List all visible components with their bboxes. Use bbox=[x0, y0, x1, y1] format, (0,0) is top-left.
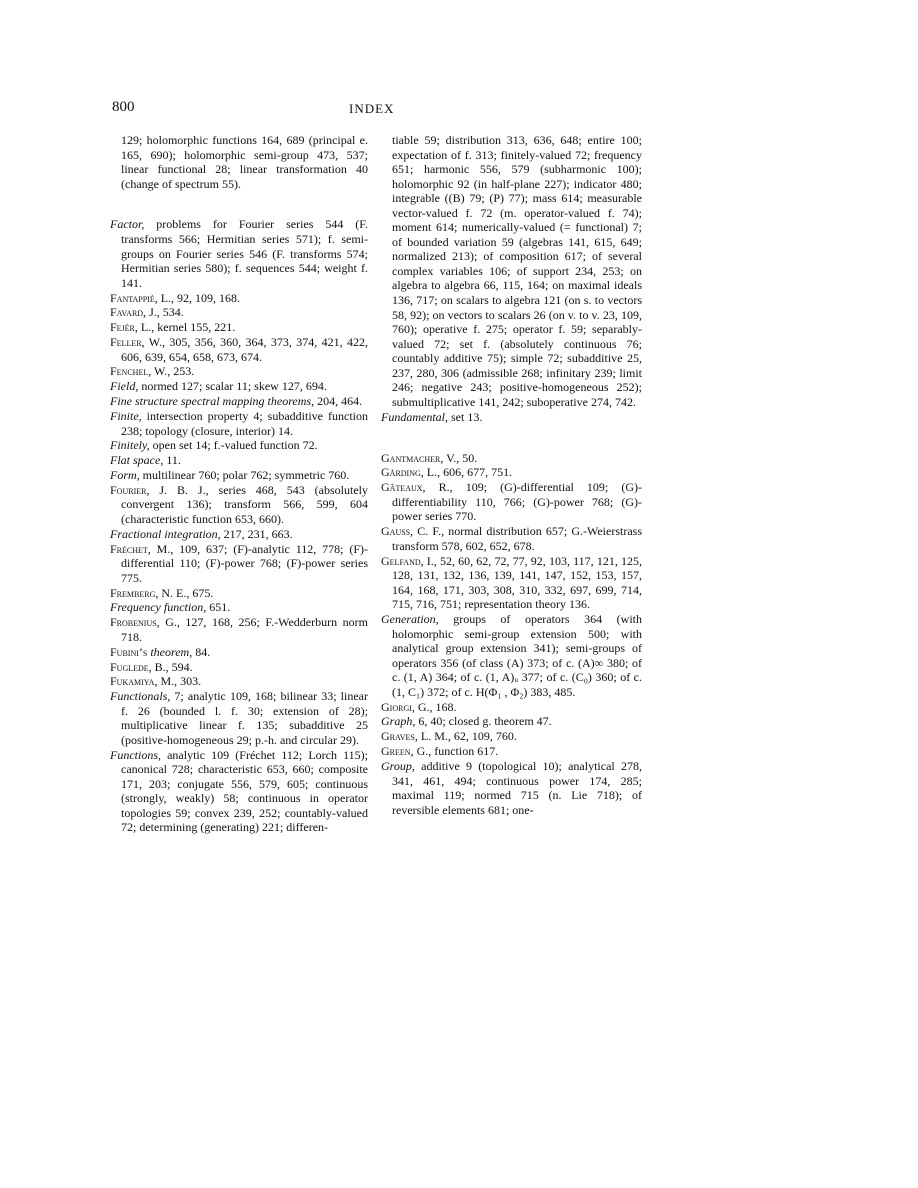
index-entry bbox=[110, 305, 368, 320]
entry-text: open set 14; f.-valued function 72. bbox=[149, 438, 318, 453]
entry-head-name: Fuglede, bbox=[110, 659, 152, 674]
entry-text: G., 168. bbox=[414, 699, 457, 714]
entry-text: G., function 617. bbox=[413, 744, 499, 759]
index-entry bbox=[381, 480, 642, 524]
index-entry bbox=[110, 600, 368, 615]
entry-text: 217, 231, 663. bbox=[220, 526, 293, 541]
entry-head-term: Fundamental, bbox=[381, 409, 448, 424]
entry-text: I., 52, 60, 62, 72, 77, 92, 103, 117, 121, 125, 128, 131, 132, 136, 139, 141, 147, 152, 153, 157, 164, 168, 171, 303, 308, 310, 332, 697, 699, 714, 715, 716, 751; representation theory 136. bbox=[392, 553, 642, 612]
entry-text: R., 109; (G)-differential 109; (G)-differentiability 110, 766; (G)-power 768; (G)-power series 770. bbox=[392, 480, 642, 524]
entry-text: normed 127; scalar 11; skew 127, 694. bbox=[138, 379, 327, 394]
index-entry bbox=[381, 744, 642, 759]
entry-head-name: Fejér, bbox=[110, 320, 138, 335]
index-entry bbox=[381, 133, 642, 409]
entry-text: additive 9 (topological 10); analytical 278, 341, 461, 494; continuous power 174, 285; maximal 119; normed 715 (n. Lie 718); of reversible elements 681; one- bbox=[392, 758, 642, 817]
entry-head-name: Fubini’s bbox=[110, 644, 148, 659]
entry-gap bbox=[110, 191, 368, 217]
entry-head-name: Fremberg, bbox=[110, 585, 159, 600]
entry-text: 11. bbox=[163, 453, 181, 468]
entry-head-name: Graves, bbox=[381, 729, 418, 744]
index-entry bbox=[110, 468, 368, 483]
entry-head-term: Finitely, bbox=[110, 438, 150, 453]
index-entry bbox=[381, 524, 642, 553]
entry-text: M., 303. bbox=[157, 674, 202, 689]
index-entry bbox=[381, 700, 642, 715]
entry-head-term: Finite, bbox=[110, 408, 142, 423]
index-entry bbox=[110, 586, 368, 601]
entry-head-name: Gårding, bbox=[381, 465, 424, 480]
entry-head-name: Gelfand, bbox=[381, 553, 424, 568]
index-entry bbox=[110, 527, 368, 542]
index-entry bbox=[110, 453, 368, 468]
entry-text: 6, 40; closed g. theorem 47. bbox=[415, 714, 552, 729]
entry-text: set 13. bbox=[448, 409, 483, 424]
index-entry bbox=[110, 379, 368, 394]
entry-text: problems for Fourier series 544 (F. transforms 566; Hermitian series 571); f. semi-groups on Fourier series 546 (F. transforms 574; Hermitian series 580); f. sequences 544; weight f. 141. bbox=[121, 217, 368, 290]
entry-head-name: Fantappiè, bbox=[110, 290, 158, 305]
entry-head-name: Gantmacher, bbox=[381, 450, 444, 465]
index-entry bbox=[381, 451, 642, 466]
entry-head-name: Giorgi, bbox=[381, 699, 415, 714]
entry-text: analytic 109 (Fréchet 112; Lorch 115); canonical 728; characteristic 653, 660; composite 171, 203; conjugate 556, 579, 605; continuous (strongly, weakly) 58; continuous in operator topologies 59; convex 239, 252; countably-valued 72; determining (generating) 221; differen- bbox=[121, 747, 368, 835]
index-entry bbox=[110, 615, 368, 644]
entry-head-name: Fenchel, bbox=[110, 364, 152, 379]
running-head: INDEX bbox=[349, 101, 395, 116]
entry-text: L. M., 62, 109, 760. bbox=[417, 729, 517, 744]
entry-head-term: Graph, bbox=[381, 714, 416, 729]
entry-text: V., 50. bbox=[443, 450, 478, 465]
entry-text: 129; holomorphic functions 164, 689 (principal e. 165, 690); holomorphic semi-group 473, 537; linear functional 28; linear transformation 40 (change of spectrum 55). bbox=[121, 133, 368, 191]
entry-text: 651. bbox=[206, 600, 231, 615]
entry-head-name: Green, bbox=[381, 744, 414, 759]
index-entry bbox=[110, 660, 368, 675]
entry-head-name: Gâteaux, bbox=[381, 480, 426, 495]
index-entry bbox=[110, 748, 368, 835]
entry-head-term: theorem, bbox=[147, 644, 193, 659]
entry-head-term: Fine structure spectral mapping theorems, bbox=[110, 394, 315, 409]
index-entry bbox=[110, 542, 368, 586]
page-number: 800 bbox=[112, 99, 135, 115]
index-entry bbox=[110, 645, 368, 660]
entry-text: C. F., normal distribution 657; G.-Weierstrass transform 578, 602, 652, 678. bbox=[392, 524, 642, 553]
entry-head-term: Functionals, bbox=[110, 689, 171, 704]
index-entry bbox=[110, 364, 368, 379]
index-entry bbox=[110, 335, 368, 364]
index-entry bbox=[110, 291, 368, 306]
entry-text: 7; analytic 109, 168; bilinear 33; linear f. 26 (bounded l. f. 30; extension of 28); multiplicative linear f. 135; subadditive 25 (positive-homogeneous 29; p.-h. and circular 29). bbox=[121, 689, 368, 747]
entry-text: M., 109, 637; (F)-analytic 112, 778; (F)-differential 110; (F)-power 768; (F)-power series 775. bbox=[121, 541, 368, 585]
entry-head-term: Frequency function, bbox=[110, 600, 207, 615]
entry-text: L., 606, 677, 751. bbox=[423, 465, 513, 480]
index-entry bbox=[381, 714, 642, 729]
entry-head-term: Form, bbox=[110, 468, 140, 483]
index-entry bbox=[381, 465, 642, 480]
index-entry bbox=[110, 689, 368, 747]
entry-text: 204, 464. bbox=[314, 394, 363, 409]
index-entry bbox=[110, 674, 368, 689]
index-entry bbox=[110, 394, 368, 409]
entry-text: tiable 59; distribution 313, 636, 648; entire 100; expectation of f. 313; finitely-valued 72; frequency 651; harmonic 556, 579 (subharmonic 100); holomorphic 92 (in half-plane 227); indicator 480; integrable ((B) 79; (P) 77); mass 614; measurable vector-valued f. 72 (m. operator-valued f. 74); moment 614; numerically-valued (= functional) 7; of bounded variation 59 (algebras 141, 615, 649; normalized 213); of composition 617; of several complex variables 106; of support 234, 253; on algebra to algebra 66, 115, 164; on maximal ideals 136, 717; on scalars to algebra 121 (on s. to vectors 58, 92); on vectors to scalars 26 (on v. to v. 23, 109, 760); operative f. 275; operator f. 59; separably-valued 72; set f. (absolutely continuous 76; countably additive 75); simple 72; subadditive 25, 237, 280, 306 (admissible 268; infinitary 239; limit 246; negative 243; positive-homogeneous 252); submultiplicative 141, 242; suboperative 274, 742. bbox=[392, 133, 642, 409]
entry-text: W., 305, 356, 360, 364, 373, 374, 421, 422, 606, 639, 654, 658, 673, 674. bbox=[121, 335, 368, 364]
entry-text: J., 534. bbox=[146, 305, 184, 320]
index-entry bbox=[110, 483, 368, 527]
entry-gap bbox=[381, 425, 642, 451]
entry-text: 84. bbox=[192, 644, 211, 659]
entry-text: G., 127, 168, 256; F.-Wedderburn norm 718. bbox=[121, 615, 368, 644]
index-entry bbox=[110, 217, 368, 290]
index-column-left bbox=[110, 133, 368, 835]
entry-head-term: Flat space, bbox=[110, 453, 164, 468]
index-entry bbox=[110, 438, 368, 453]
entry-text: N. E., 675. bbox=[158, 585, 214, 600]
index-entry bbox=[381, 729, 642, 744]
index-entry bbox=[110, 409, 368, 438]
entry-text: J. B. J., series 468, 543 (absolutely convergent 136); transform 566, 599, 604 (characteristic function 653, 660). bbox=[121, 482, 368, 526]
entry-head-term: Generation, bbox=[381, 612, 439, 627]
index-entry bbox=[381, 554, 642, 612]
entry-head-name: Fourier, bbox=[110, 482, 150, 497]
entry-head-name: Fukamiya, bbox=[110, 674, 158, 689]
entry-text: L., 92, 109, 168. bbox=[157, 290, 241, 305]
entry-text: intersection property 4; subadditive function 238; topology (closure, interior) 14. bbox=[121, 408, 368, 438]
entry-text: B., 594. bbox=[151, 659, 193, 674]
entry-head-term: Group, bbox=[381, 758, 415, 773]
entry-head-name: Gauss, bbox=[381, 524, 414, 539]
entry-head-name: Fréchet, bbox=[110, 541, 151, 556]
index-entry bbox=[381, 759, 642, 817]
index-column-right bbox=[381, 133, 642, 817]
entry-head-name: Feller, bbox=[110, 335, 145, 350]
entry-head-term: Fractional integration, bbox=[110, 526, 221, 541]
index-entry bbox=[110, 133, 368, 191]
index-entry bbox=[110, 320, 368, 335]
entry-head-term: Factor, bbox=[110, 217, 145, 232]
entry-head-name: Favard, bbox=[110, 305, 147, 320]
entry-text: groups of operators 364 (with holomorphic semi-group extension 500; with analytical group extension 341); semi-groups of operators 356 (of class (A) 373; of c. (A)∞ 380; of c. (1, A) 364; of c. (1, A)ᵤ 377; of c. (C₀) 360; of c. (1, C₁) 372; of c. H(Φ₁ , Φ₂) 383, 485. bbox=[392, 612, 642, 699]
entry-text: W., 253. bbox=[151, 364, 195, 379]
index-entry bbox=[381, 410, 642, 425]
entry-head-term: Functions, bbox=[110, 747, 161, 762]
entry-text: multilinear 760; polar 762; symmetric 760. bbox=[139, 468, 350, 483]
entry-text: L., kernel 155, 221. bbox=[137, 320, 236, 335]
index-entry bbox=[381, 612, 642, 699]
entry-head-name: Frobenius, bbox=[110, 615, 160, 630]
entry-head-term: Field, bbox=[110, 379, 139, 394]
